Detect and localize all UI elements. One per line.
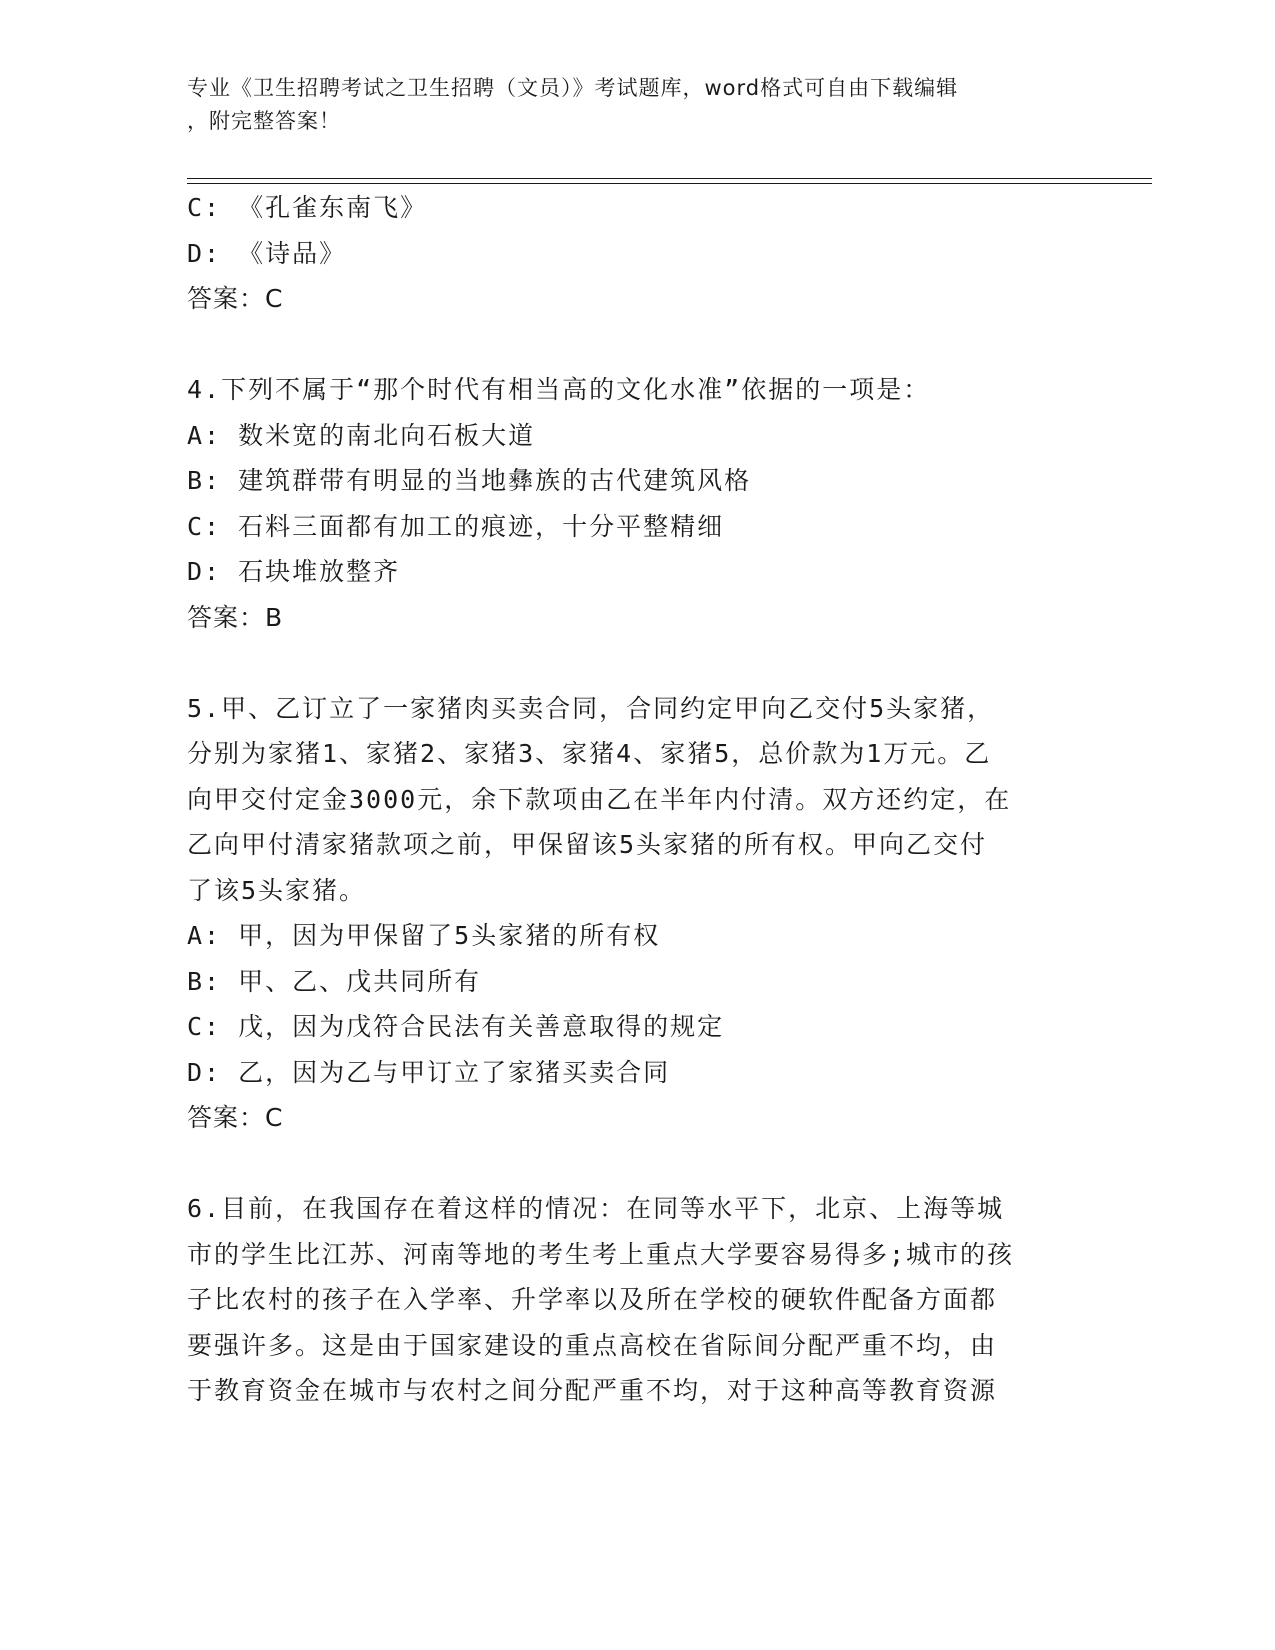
q5-option-c: C: 戊，因为戊符合民法有关善意取得的规定 <box>187 1012 725 1041</box>
q4-option-b: B: 建筑群带有明显的当地彝族的古代建筑风格 <box>187 466 752 495</box>
question-4 <box>187 367 1087 640</box>
header-line-1: 专业《卫生招聘考试之卫生招聘（文员）》考试题库，word格式可自由下载编辑 <box>187 76 959 100</box>
q6-stem-line: 要强许多。这是由于国家建设的重点高校在省际间分配严重不均，由 <box>187 1330 998 1360</box>
q4-option-d: D: 石块堆放整齐 <box>187 557 401 586</box>
question-5 <box>187 686 1087 1141</box>
question-3-tail <box>187 185 1087 322</box>
q4-stem: 4.下列不属于“那个时代有相当高的文化水准”依据的一项是： <box>187 375 931 404</box>
document-header <box>187 72 1067 138</box>
header-line-2: ，附完整答案！ <box>187 109 341 133</box>
question-content <box>187 185 1087 1414</box>
q5-stem-line: 分别为家猪1、家猪2、家猪3、家猪4、家猪5，总价款为1万元。乙 <box>187 739 992 768</box>
q5-stem-line: 乙向甲付清家猪款项之前，甲保留该5头家猪的所有权。甲向乙交付 <box>187 830 988 859</box>
q3-option-d: D: 《诗品》 <box>187 238 347 268</box>
q6-stem-line: 市的学生比江苏、河南等地的考生考上重点大学要容易得多;城市的孩 <box>187 1239 1015 1269</box>
header-rule-top <box>187 178 1152 179</box>
q5-stem-line: 向甲交付定金3000元，余下款项由乙在半年内付清。双方还约定，在 <box>187 784 1012 814</box>
q3-option-c: C: 《孔雀东南飞》 <box>187 193 428 222</box>
spacer <box>187 1141 1087 1187</box>
q4-option-c: C: 石料三面都有加工的痕迹，十分平整精细 <box>187 511 725 541</box>
q5-answer: 答案：C <box>187 1103 284 1132</box>
q4-answer: 答案：B <box>187 602 284 632</box>
q5-option-a: A: 甲，因为甲保留了5头家猪的所有权 <box>187 921 661 950</box>
q5-option-b: B: 甲、乙、戊共同所有 <box>187 966 482 996</box>
spacer <box>187 640 1087 686</box>
q5-stem-line: 5.甲、乙订立了一家猪肉买卖合同，合同约定甲向乙交付5头家猪， <box>187 693 995 723</box>
q3-answer: 答案：C <box>187 284 284 313</box>
q6-stem-line: 于教育资金在城市与农村之间分配严重不均，对于这种高等教育资源 <box>187 1376 998 1405</box>
q6-stem-line: 子比农村的孩子在入学率、升学率以及所在学校的硬软件配备方面都 <box>187 1285 998 1314</box>
q6-stem-line: 6.目前，在我国存在着这样的情况：在同等水平下，北京、上海等城 <box>187 1194 1005 1223</box>
spacer <box>187 322 1087 368</box>
q5-stem-line: 了该5头家猪。 <box>187 875 367 905</box>
q5-option-d: D: 乙，因为乙与甲订立了家猪买卖合同 <box>187 1057 671 1087</box>
question-6 <box>187 1186 1087 1414</box>
header-rule-bottom <box>187 183 1152 184</box>
q4-option-a: A: 数米宽的南北向石板大道 <box>187 420 536 450</box>
